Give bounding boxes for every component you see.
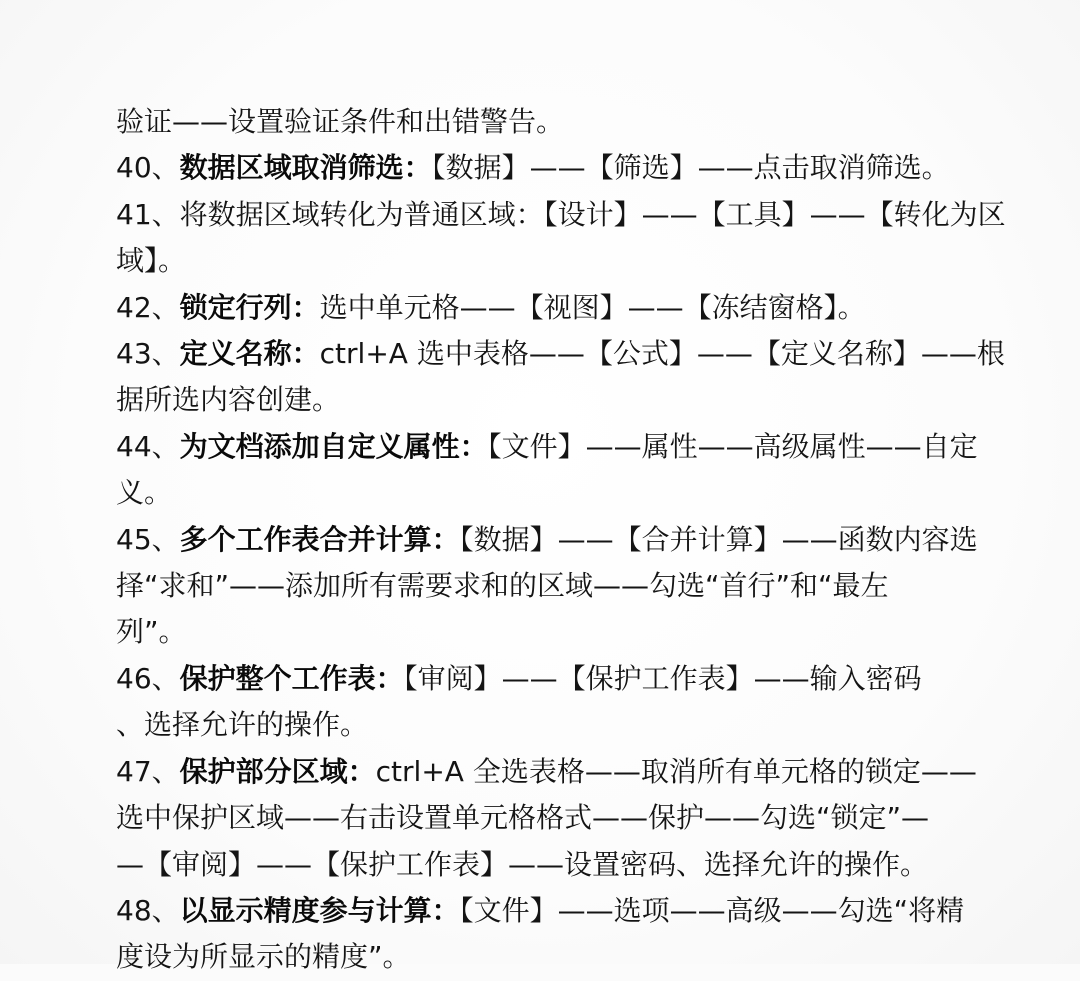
text-line	[116, 192, 1006, 238]
text-line	[116, 285, 976, 331]
text-line	[116, 656, 976, 702]
item-text: 列”。	[116, 615, 187, 649]
item-text: 义。	[116, 476, 173, 510]
text-line	[116, 842, 976, 888]
item-title: 多个工作表合并计算：	[179, 522, 460, 556]
item-text: 【文件】——选项——高级——勾选“将精	[459, 893, 965, 927]
text-line	[116, 702, 976, 748]
item-text: 【审阅】——【保护工作表】——输入密码	[403, 661, 922, 695]
item-text: 择“求和”——添加所有需要求和的区域——勾选“首行”和“最左	[116, 569, 889, 603]
item-text: 据所选内容创建。	[116, 383, 341, 417]
item-text: 域】。	[116, 244, 187, 278]
item-number: 47、	[116, 754, 180, 788]
text-line	[116, 888, 976, 934]
text-line	[116, 795, 976, 841]
text-line	[116, 749, 976, 795]
item-text: 度设为所显示的精度”。	[116, 940, 411, 974]
item-text: 选中保护区域——右击设置单元格格式——保护——勾选“锁定”—	[116, 801, 930, 835]
item-title: 以显示精度参与计算：	[179, 893, 460, 927]
text-line	[116, 145, 976, 191]
text-line	[116, 517, 976, 563]
text-line	[116, 563, 976, 609]
text-line	[116, 470, 976, 516]
item-number: 42、	[116, 290, 180, 324]
text-line	[116, 99, 976, 145]
text-line	[116, 331, 1005, 377]
item-number: 48、	[116, 893, 180, 927]
item-number: 41、	[116, 197, 180, 231]
item-title: 保护部分区域：	[179, 754, 376, 788]
document-text	[116, 99, 1006, 981]
item-title: 定义名称：	[179, 337, 320, 371]
item-number: 46、	[116, 661, 180, 695]
item-title: 保护整个工作表：	[179, 661, 404, 695]
text-line	[116, 609, 976, 655]
item-title: 锁定行列：	[179, 290, 320, 324]
item-text: 将数据区域转化为普通区域：【设计】——【工具】——【转化为区	[179, 197, 1006, 231]
item-number: 45、	[116, 522, 180, 556]
text-line	[116, 377, 976, 423]
text-line	[116, 424, 976, 470]
item-number: 43、	[116, 337, 180, 371]
item-text: 【数据】——【合并计算】——函数内容选	[459, 522, 978, 556]
item-text: 选中单元格——【视图】——【冻结窗格】。	[319, 290, 866, 324]
item-text: 【数据】——【筛选】——点击取消筛选。	[431, 151, 950, 185]
item-text: 验证——设置验证条件和出错警告。	[116, 105, 565, 138]
item-text: —【审阅】——【保护工作表】——设置密码、选择允许的操作。	[116, 847, 929, 881]
item-text: ctrl+A 选中表格——【公式】——【定义名称】——根	[319, 337, 1005, 371]
item-title: 为文档添加自定义属性：	[179, 429, 488, 463]
text-line	[116, 934, 976, 980]
item-number: 44、	[116, 429, 180, 463]
item-number: 40、	[116, 151, 180, 185]
item-text: 、选择允许的操作。	[116, 708, 369, 742]
item-text: 【文件】——属性——高级属性——自定	[487, 429, 978, 463]
item-title: 数据区域取消筛选：	[179, 151, 432, 185]
item-text: ctrl+A 全选表格——取消所有单元格的锁定——	[375, 754, 977, 788]
text-line	[116, 238, 976, 284]
